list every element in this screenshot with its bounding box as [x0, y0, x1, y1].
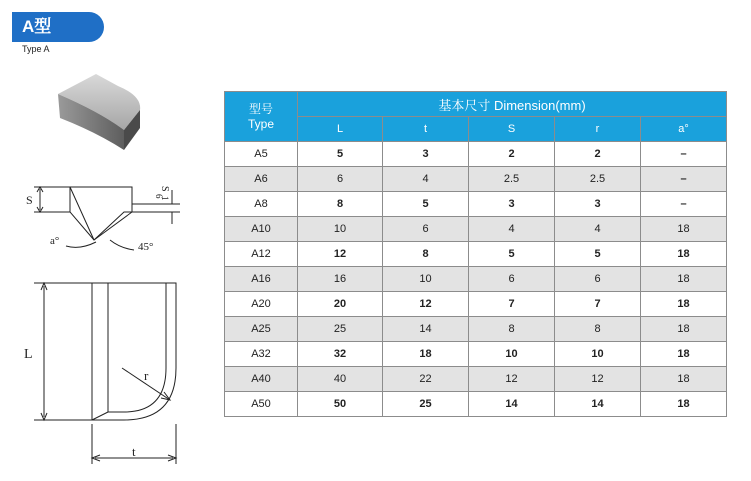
row-l: 8 — [298, 192, 383, 217]
row-a: 18 — [641, 367, 727, 392]
row-t: 6 — [383, 217, 469, 242]
table-row — [225, 142, 727, 167]
angle-a-label: a° — [50, 235, 60, 247]
row-s: 14 — [469, 392, 555, 417]
col-header-l: L — [298, 117, 383, 142]
col-header-s: S — [469, 117, 555, 142]
col-header-r: r — [555, 117, 641, 142]
table-row — [225, 217, 727, 242]
row-s: 5 — [469, 242, 555, 267]
model-head-cn: 型号 — [248, 101, 273, 116]
row-a: 18 — [641, 292, 727, 317]
row-s: 12 — [469, 367, 555, 392]
row-s: 8 — [469, 317, 555, 342]
row-model: A16 — [225, 267, 298, 292]
row-s: 10 — [469, 342, 555, 367]
row-model: A6 — [225, 167, 298, 192]
row-l: 50 — [298, 392, 383, 417]
dimension-header: 基本尺寸 Dimension(mm) — [298, 92, 727, 117]
row-s: 7 — [469, 292, 555, 317]
row-a: – — [641, 192, 727, 217]
row-t: 10 — [383, 267, 469, 292]
row-s: 2 — [469, 142, 555, 167]
row-t: 3 — [383, 142, 469, 167]
row-t: 8 — [383, 242, 469, 267]
table-row — [225, 367, 727, 392]
row-model: A10 — [225, 217, 298, 242]
row-r: 8 — [555, 317, 641, 342]
row-r: 5 — [555, 242, 641, 267]
row-l: 5 — [298, 142, 383, 167]
row-a: – — [641, 167, 727, 192]
row-l: 16 — [298, 267, 383, 292]
row-a: 18 — [641, 217, 727, 242]
row-model: A25 — [225, 317, 298, 342]
row-s: 2.5 — [469, 167, 555, 192]
table-row — [225, 317, 727, 342]
row-model: A8 — [225, 192, 298, 217]
s-fraction-den: 6 — [154, 194, 164, 199]
radius-label: r — [144, 368, 149, 383]
row-r: 6 — [555, 267, 641, 292]
row-r: 3 — [555, 192, 641, 217]
row-a: 18 — [641, 242, 727, 267]
dimension-table — [224, 91, 727, 417]
row-s: 3 — [469, 192, 555, 217]
row-r: 12 — [555, 367, 641, 392]
row-r: 14 — [555, 392, 641, 417]
front-view-drawing — [34, 283, 176, 464]
insert-3d-render — [58, 74, 140, 150]
table-row — [225, 267, 727, 292]
row-model: A50 — [225, 392, 298, 417]
row-a: – — [641, 142, 727, 167]
type-subtitle: Type A — [22, 44, 50, 54]
row-r: 4 — [555, 217, 641, 242]
row-model: A20 — [225, 292, 298, 317]
row-s: 4 — [469, 217, 555, 242]
row-l: 10 — [298, 217, 383, 242]
type-badge: A型 — [12, 12, 104, 42]
row-l: 6 — [298, 167, 383, 192]
table-row — [225, 292, 727, 317]
model-column-header — [225, 92, 298, 142]
row-a: 18 — [641, 267, 727, 292]
row-t: 14 — [383, 317, 469, 342]
s-fraction-num: 1 — [160, 196, 170, 201]
row-l: 20 — [298, 292, 383, 317]
row-a: 18 — [641, 342, 727, 367]
table-row — [225, 242, 727, 267]
length-label: L — [24, 347, 33, 362]
row-model: A40 — [225, 367, 298, 392]
s-fraction-s: S — [159, 186, 170, 192]
table-row — [225, 192, 727, 217]
table-row — [225, 342, 727, 367]
col-header-a: a° — [641, 117, 727, 142]
row-r: 7 — [555, 292, 641, 317]
row-l: 12 — [298, 242, 383, 267]
row-a: 18 — [641, 392, 727, 417]
row-s: 6 — [469, 267, 555, 292]
row-t: 18 — [383, 342, 469, 367]
row-model: A12 — [225, 242, 298, 267]
row-t: 12 — [383, 292, 469, 317]
row-a: 18 — [641, 317, 727, 342]
table-row — [225, 167, 727, 192]
col-header-t: t — [383, 117, 469, 142]
table-row — [225, 392, 727, 417]
row-t: 25 — [383, 392, 469, 417]
row-l: 25 — [298, 317, 383, 342]
row-t: 4 — [383, 167, 469, 192]
row-r: 10 — [555, 342, 641, 367]
row-t: 5 — [383, 192, 469, 217]
model-head-en: Type — [247, 116, 274, 131]
row-t: 22 — [383, 367, 469, 392]
thickness-label: t — [132, 444, 136, 459]
row-l: 40 — [298, 367, 383, 392]
row-model: A32 — [225, 342, 298, 367]
row-model: A5 — [225, 142, 298, 167]
angle-45-label: 45° — [138, 241, 154, 253]
row-r: 2.5 — [555, 167, 641, 192]
row-r: 2 — [555, 142, 641, 167]
s-side-label: S — [26, 193, 33, 207]
row-l: 32 — [298, 342, 383, 367]
